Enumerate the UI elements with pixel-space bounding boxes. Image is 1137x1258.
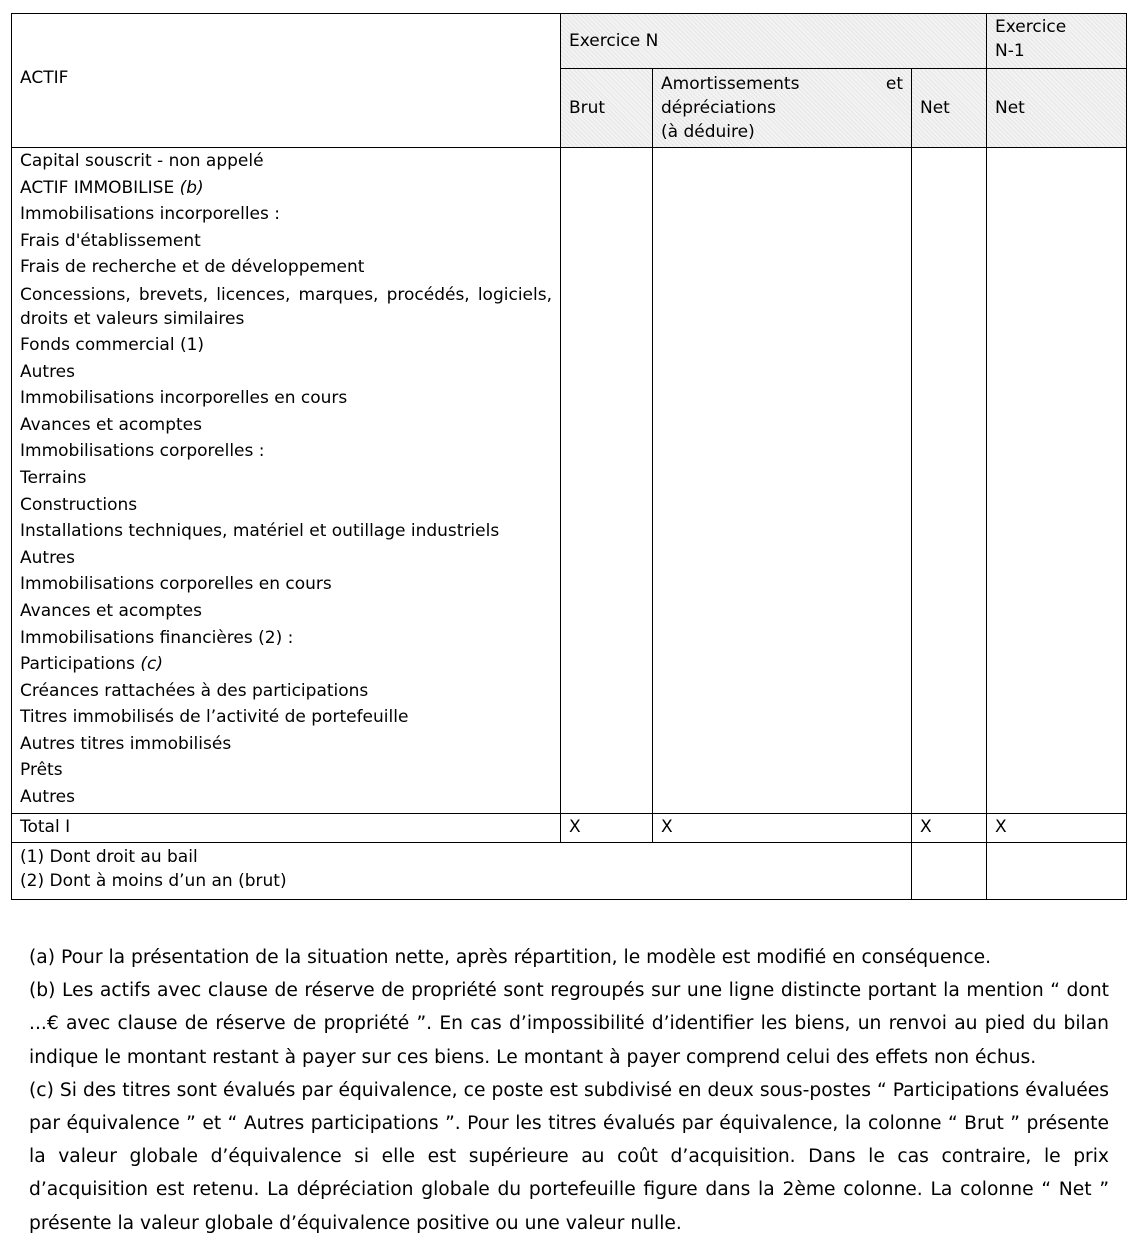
header-exercice-n1-line1: Exercice [995, 17, 1067, 37]
bilan-actif-table [11, 13, 1127, 900]
footnote-b: (b) Les actifs avec clause de réserve de propriété sont regroupés sur une ligne distincte portant la mention “ dont ...€ avec clause de réserve de propriété ”. En cas d’impossibilité d’identifier les biens, un renvoi au pied du bilan indique le montant restant à payer sur ces biens. Le montant à payer comprend celui des effets non échus. [29, 980, 1109, 1068]
item-prets: Prêts [20, 760, 63, 781]
notes-cell [12, 842, 912, 899]
note-droit-au-bail: (1) Dont droit au bail [20, 846, 198, 867]
header-amort-line2: dépréciations [661, 98, 777, 118]
header-amortissements [653, 69, 912, 148]
item-installations: Installations techniques, matériel et outillage industriels [20, 521, 500, 542]
header-exercice-n: Exercice N [561, 14, 987, 69]
item-actif-immobilise: ACTIF IMMOBILISE (b) [20, 177, 204, 198]
item-constructions: Constructions [20, 494, 138, 515]
header-exercice-n1-line2: N-1 [995, 41, 1025, 61]
item-terrains: Terrains [20, 467, 87, 488]
item-avances-1: Avances et acomptes [20, 414, 202, 435]
header-net-n1: Net [987, 69, 1127, 148]
actif-items-cell [12, 148, 561, 814]
header-amort-line1: Amortissements et [661, 74, 903, 94]
header-brut: Brut [561, 69, 653, 148]
item-avances-2: Avances et acomptes [20, 600, 202, 621]
total-amort: X [653, 813, 912, 842]
header-net: Net [912, 69, 987, 148]
header-exercice-n1 [987, 14, 1127, 69]
total-net: X [912, 813, 987, 842]
item-autres-titres: Autres titres immobilisés [20, 733, 232, 754]
item-autres-2: Autres [20, 547, 76, 568]
item-immo-incorporelles: Immobilisations incorporelles : [20, 204, 280, 225]
notes-net-cell [912, 842, 987, 899]
item-creances: Créances rattachées à des participations [20, 680, 369, 701]
item-titres-portefeuille: Titres immobilisés de l’activité de portefeuille [20, 707, 409, 728]
footnotes [29, 941, 1109, 1240]
item-frais-recherche: Frais de recherche et de développement [20, 257, 365, 278]
net-values-cell [912, 148, 987, 814]
item-immo-corp-en-cours: Immobilisations corporelles en cours [20, 574, 332, 595]
note-moins-un-an: (2) Dont à moins d’un an (brut) [20, 870, 287, 891]
item-autres-3: Autres [20, 787, 76, 808]
item-autres-1: Autres [20, 361, 76, 382]
notes-net-n1-cell [987, 842, 1127, 899]
actif-items-list [20, 148, 552, 811]
total-label: Total I [12, 813, 561, 842]
footnote-c: (c) Si des titres sont évalués par équivalence, ce poste est subdivisé en deux sous-postes “ Participations évaluées par équivalence ” et “ Autres participations ”. Pour les titres évalués par équivalence, la colonne “ Brut ” présente la valeur globale d’équivalence si elle est supérieure au coût d’acquisition. Dans le cas contraire, le prix d’acquisition est retenu. La dépréciation globale du portefeuille figure dans la 2ème colonne. La colonne “ Net ” présente la valeur globale d’équivalence positive ou une valeur nulle. [29, 1079, 1109, 1234]
amort-values-cell [653, 148, 912, 814]
item-immo-financieres: Immobilisations financières (2) : [20, 627, 294, 648]
brut-values-cell [561, 148, 653, 814]
item-concessions: Concessions, brevets, licences, marques, procédés, logiciels, droits et valeurs similaires [20, 284, 552, 329]
item-immo-incorp-en-cours: Immobilisations incorporelles en cours [20, 388, 348, 409]
footnote-a: (a) Pour la présentation de la situation nette, après répartition, le modèle est modifié en conséquence. [29, 947, 992, 968]
item-fonds-commercial: Fonds commercial (1) [20, 334, 205, 355]
item-immo-corporelles: Immobilisations corporelles : [20, 441, 265, 462]
total-brut: X [561, 813, 653, 842]
net-n1-values-cell [987, 148, 1127, 814]
item-capital-souscrit: Capital souscrit - non appelé [20, 151, 264, 171]
item-participations: Participations (c) [20, 654, 164, 675]
item-frais-etablissement: Frais d'établissement [20, 230, 201, 251]
header-amort-line3: (à déduire) [661, 122, 755, 142]
header-actif: ACTIF [12, 14, 561, 148]
total-net-n1: X [987, 813, 1127, 842]
